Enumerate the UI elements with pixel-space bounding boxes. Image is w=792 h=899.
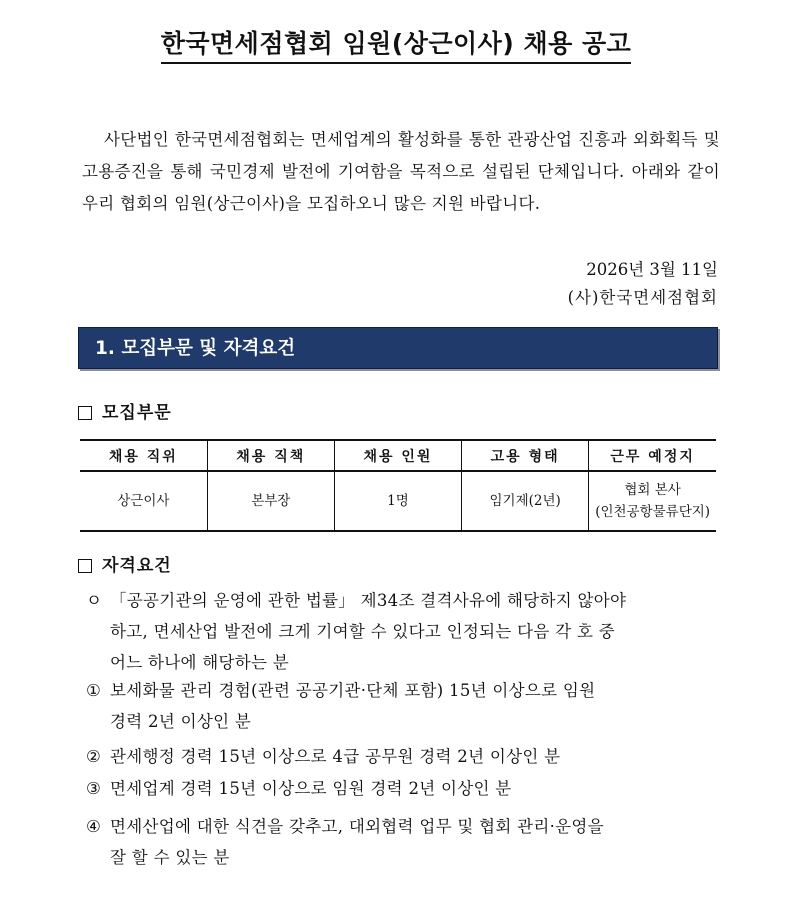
section-header-1 (78, 327, 718, 369)
qualifications-heading-label: 자격요건 (102, 556, 172, 576)
qualification-main-line3: 어느 하나에 해당하는 분 (110, 653, 290, 672)
cell-location (589, 471, 716, 531)
column-header-duty: 채용 직책 (207, 440, 334, 471)
cell-position: 상근이사 (80, 471, 207, 531)
column-header-location: 근무 예정지 (589, 440, 716, 471)
organization-name: (사)한국면세점협회 (567, 288, 718, 307)
qualification-item-2 (86, 741, 720, 772)
item-number-4: ④ (86, 817, 102, 836)
qualification-item-3-line1: 면세업계 경력 15년 이상으로 임원 경력 2년 이상인 분 (110, 779, 512, 798)
qualifications-heading (78, 554, 172, 578)
qualification-main (86, 585, 720, 678)
recruitment-heading (78, 401, 172, 425)
page-title-text: 한국면세점협회 임원(상근이사) 채용 공고 (161, 28, 632, 64)
cell-location-line1: 협회 본사 (624, 482, 681, 498)
column-header-position: 채용 직위 (80, 440, 207, 471)
qualification-item-2-line1: 관세행정 경력 15년 이상으로 4급 공무원 경력 2년 이상인 분 (110, 747, 561, 766)
item-number-2: ② (86, 747, 102, 766)
announcement-date: 2026년 3월 11일 (586, 260, 718, 279)
recruitment-heading-label: 모집부문 (102, 403, 172, 423)
qualification-item-4-line2: 잘 할 수 있는 분 (110, 848, 230, 867)
column-header-employment-type: 고용 형태 (462, 440, 589, 471)
qualification-item-4 (86, 811, 720, 873)
cell-employment-type: 임기제(2년) (462, 471, 589, 531)
qualification-item-4-line1: 면세산업에 대한 식견을 갖추고, 대외협력 업무 및 협회 관리·운영을 (110, 817, 604, 836)
qualification-item-3 (86, 773, 720, 804)
qualification-item-1-line1: 보세화물 관리 경험(관련 공공기관·단체 포함) 15년 이상으로 임원 (110, 681, 596, 700)
table-row (80, 471, 716, 531)
intro-paragraph: 사단법인 한국면세점협회는 면세업계의 활성화를 통한 관광산업 진흥과 외화획득 및 고용증진을 통해 국민경제 발전에 기여함을 목적으로 설립된 단체입니다. 아래와 같이 우리 협회의 임원(상근이사)을 모집하오니 많은 지원 바랍니다. (82, 130, 720, 213)
circle-bullet-icon: ㅇ (86, 591, 103, 610)
qualification-item-1 (86, 675, 720, 737)
page-title (0, 28, 792, 64)
recruitment-table (80, 439, 716, 532)
cell-count: 1명 (334, 471, 461, 531)
table-header-row (80, 440, 716, 471)
column-header-count: 채용 인원 (334, 440, 461, 471)
checkbox-square-icon (78, 559, 92, 573)
qualification-main-line2: 하고, 면세산업 발전에 크게 기여할 수 있다고 인정되는 다음 각 호 중 (110, 622, 615, 641)
item-number-1: ① (86, 681, 102, 700)
checkbox-square-icon (78, 406, 92, 420)
qualification-item-1-line2: 경력 2년 이상인 분 (110, 712, 252, 731)
section-header-1-label: 1. 모집부문 및 자격요건 (95, 338, 296, 359)
cell-duty: 본부장 (207, 471, 334, 531)
item-number-3: ③ (86, 779, 102, 798)
qualification-main-line1: 「공공기관의 운영에 관한 법률」 제34조 결격사유에 해당하지 않아야 (110, 591, 627, 610)
cell-location-line2: (인천공항물류단지) (595, 504, 711, 520)
